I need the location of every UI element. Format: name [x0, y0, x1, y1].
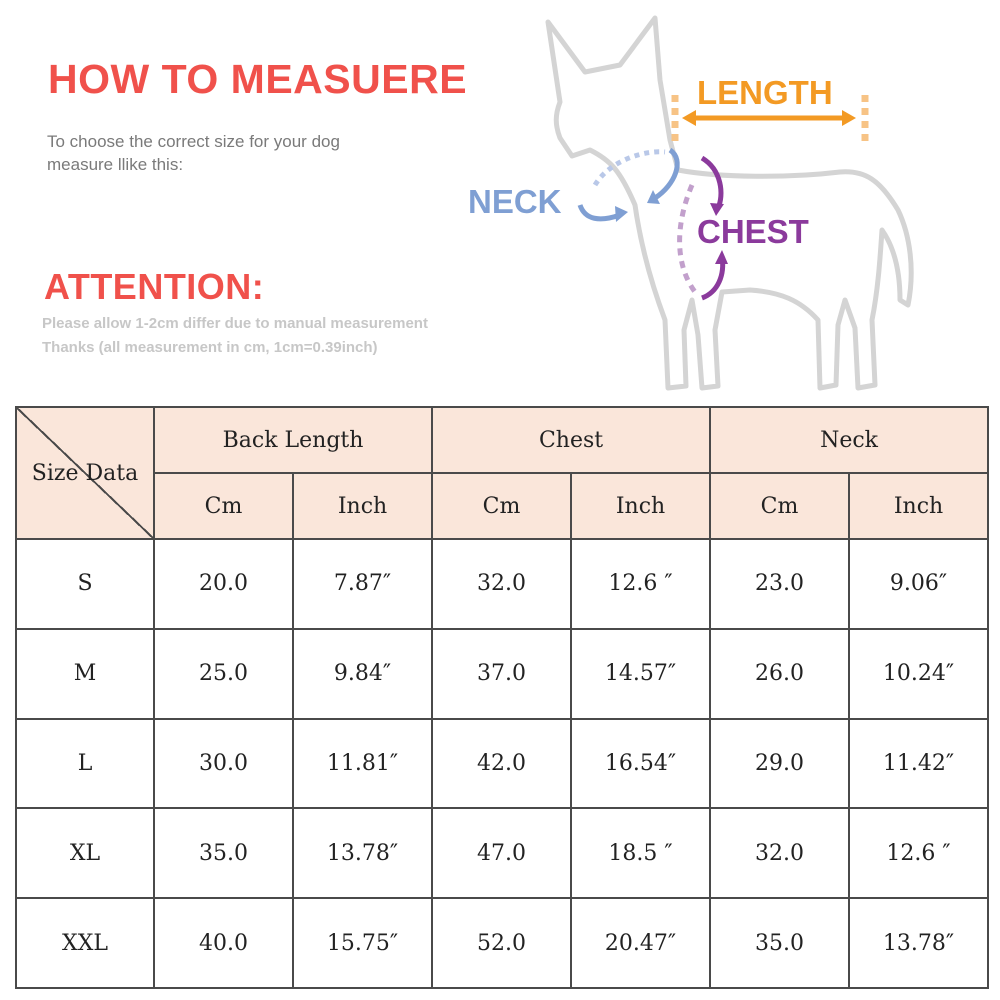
corner-label: Size Data	[31, 460, 139, 486]
chest-label: CHEST	[697, 213, 809, 250]
neck-cm-cell: 23.0	[710, 539, 849, 629]
table-row	[16, 719, 988, 809]
instruction-line-2: measure llike this:	[47, 155, 184, 174]
back-length-cm-cell: 40.0	[154, 898, 293, 988]
size-data-corner-cell	[16, 407, 154, 539]
neck-label: NECK	[468, 183, 562, 220]
attention-note-1: Please allow 1-2cm differ due to manual measurement	[42, 315, 428, 332]
length-indicator	[675, 74, 865, 145]
instruction-line-1: To choose the correct size for your dog	[47, 132, 340, 151]
back-length-inch-cell: 13.78″	[293, 808, 432, 898]
neck-cm-cell: 35.0	[710, 898, 849, 988]
neck-inch-cell: 12.6 ″	[849, 808, 988, 898]
chest-cm-cell: 47.0	[432, 808, 571, 898]
size-cell: XL	[16, 808, 154, 898]
neck-inch-cell: 13.78″	[849, 898, 988, 988]
size-chart-table	[15, 406, 989, 989]
table-row	[16, 539, 988, 629]
size-cell: M	[16, 629, 154, 719]
unit-header-inch: Inch	[293, 473, 432, 539]
back-length-cm-cell: 25.0	[154, 629, 293, 719]
group-header-back-length: Back Length	[154, 407, 432, 473]
size-cell: S	[16, 539, 154, 629]
chest-cm-cell: 32.0	[432, 539, 571, 629]
chest-inch-cell: 16.54″	[571, 719, 710, 809]
chest-cm-cell: 52.0	[432, 898, 571, 988]
chest-inch-cell: 20.47″	[571, 898, 710, 988]
chest-inch-cell: 14.57″	[571, 629, 710, 719]
back-length-inch-cell: 11.81″	[293, 719, 432, 809]
chest-cm-cell: 37.0	[432, 629, 571, 719]
neck-inch-cell: 9.06″	[849, 539, 988, 629]
neck-cm-cell: 32.0	[710, 808, 849, 898]
back-length-cm-cell: 35.0	[154, 808, 293, 898]
unit-header-cm: Cm	[432, 473, 571, 539]
dog-measurement-diagram	[460, 10, 1000, 400]
chest-inch-cell: 12.6 ″	[571, 539, 710, 629]
back-length-cm-cell: 30.0	[154, 719, 293, 809]
back-length-inch-cell: 9.84″	[293, 629, 432, 719]
size-cell: L	[16, 719, 154, 809]
group-header-neck: Neck	[710, 407, 988, 473]
table-row	[16, 629, 988, 719]
neck-cm-cell: 26.0	[710, 629, 849, 719]
chest-cm-cell: 42.0	[432, 719, 571, 809]
group-header-chest: Chest	[432, 407, 710, 473]
unit-header-cm: Cm	[154, 473, 293, 539]
unit-header-inch: Inch	[571, 473, 710, 539]
size-cell: XXL	[16, 898, 154, 988]
back-length-inch-cell: 15.75″	[293, 898, 432, 988]
neck-inch-cell: 10.24″	[849, 629, 988, 719]
neck-cm-cell: 29.0	[710, 719, 849, 809]
unit-header-inch: Inch	[849, 473, 988, 539]
table-row	[16, 808, 988, 898]
neck-inch-cell: 11.42″	[849, 719, 988, 809]
chest-inch-cell: 18.5 ″	[571, 808, 710, 898]
table-row	[16, 898, 988, 988]
page-title: HOW TO MEASUERE	[48, 56, 468, 102]
back-length-cm-cell: 20.0	[154, 539, 293, 629]
back-length-inch-cell: 7.87″	[293, 539, 432, 629]
length-label: LENGTH	[697, 74, 833, 111]
attention-heading: ATTENTION:	[44, 266, 265, 307]
attention-note-2: Thanks (all measurement in cm, 1cm=0.39inch)	[42, 339, 378, 356]
unit-header-cm: Cm	[710, 473, 849, 539]
